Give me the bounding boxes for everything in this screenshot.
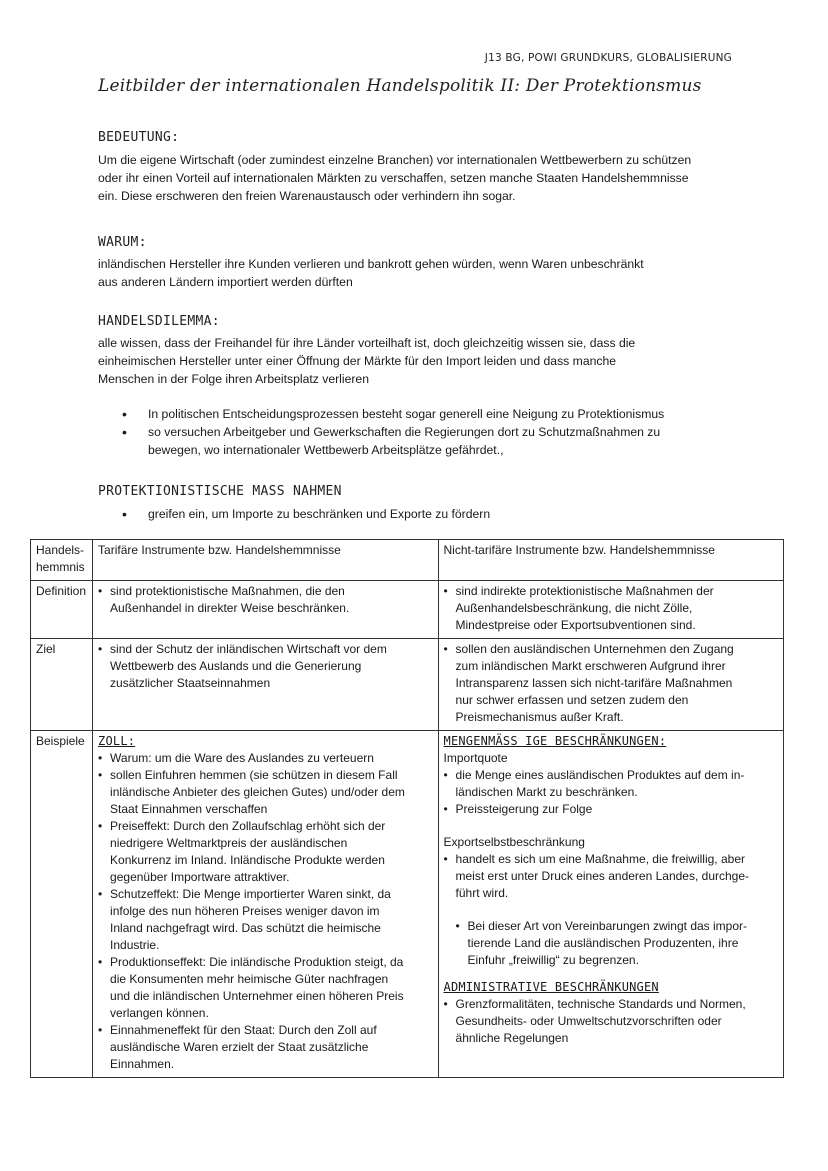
text-line: oder ihr einen Vorteil auf internationalen Märkten zu verschaffen, setzen manche Staaten Handelshemmnisse — [98, 171, 689, 185]
text-line: und die inländischen Unternehmer einen höheren Preis — [110, 989, 404, 1003]
text-line: • Einnahmeneffekt für den Staat: Durch den Zoll auf — [110, 1023, 377, 1037]
importquote-list — [444, 767, 778, 818]
text-line: inländischen Hersteller ihre Kunden verlieren und bankrott gehen würden, wenn Waren unbeschränkt — [98, 257, 644, 271]
header-text: hemmnis — [36, 560, 85, 574]
text-line: • Preiseffekt: Durch den Zollaufschlag erhöht sich der — [110, 819, 386, 833]
cell-beispiele-tarif — [93, 731, 438, 1078]
text-line: gegenüber Importware attraktiver. — [110, 870, 290, 884]
heading-protektionistische-massnahmen: PROTEKTIONISTISCHE MASS NAHMEN — [98, 484, 342, 499]
course-label: J13 BG, POWI GRUNDKURS, GLOBALISIERUNG — [484, 52, 732, 64]
heading-bedeutung: BEDEUTUNG: — [98, 130, 180, 145]
list-item — [98, 750, 432, 767]
dilemma-bullet-list — [120, 405, 740, 459]
list-item — [120, 423, 740, 459]
table-row-definition — [31, 581, 784, 639]
text-line: • sind protektionistische Maßnahmen, die den — [110, 584, 345, 598]
paragraph-warum — [98, 255, 738, 291]
list-item — [444, 641, 778, 726]
text-line: • sind der Schutz der inländischen Wirtschaft vor dem — [110, 642, 387, 656]
mengenmaessige-beschraenkungen-heading: MENGENMÄSS IGE BESCHRÄNKUNGEN: — [443, 734, 667, 748]
text-line: meist erst unter Druck eines anderen Landes, durchge- — [455, 869, 750, 883]
table-row-ziel — [31, 639, 784, 731]
text-line: aus anderen Ländern importiert werden dürften — [98, 275, 353, 289]
cell-beispiele-nontarif — [438, 731, 783, 1078]
export-list — [444, 851, 778, 902]
row-label: Beispiele — [31, 731, 93, 1078]
text-line: führt wird. — [455, 886, 509, 900]
row-label: Definition — [31, 581, 93, 639]
page-title: Leitbilder der internationalen Handelspolitik II: Der Protektionsmus — [98, 76, 702, 96]
export-nested-list — [444, 918, 778, 969]
cell-definition-nontarif — [438, 581, 783, 639]
text-line: Konkurrenz im Inland. Inländische Produkte werden — [110, 853, 385, 867]
text-line: • sollen den ausländischen Unternehmen den Zugang — [455, 642, 734, 656]
text-line: Außenhandel in direkter Weise beschränken. — [110, 601, 350, 615]
text-line: ländischen Markt zu beschränken. — [455, 785, 638, 799]
text-line: Mindestpreise oder Exportsubventionen sind. — [455, 618, 696, 632]
list-item — [444, 996, 778, 1047]
administrative-beschraenkungen-heading: ADMINISTRATIVE BESCHRÄNKUNGEN — [443, 980, 659, 994]
table-header-row — [31, 540, 784, 581]
massnahmen-bullet-list — [120, 505, 740, 523]
text-line: Einfuhr „freiwillig“ zu begrenzen. — [467, 953, 639, 967]
text-line: ähnliche Regelungen — [455, 1031, 569, 1045]
text-line: • die Menge eines ausländischen Produktes auf dem in- — [455, 768, 745, 782]
text-line: • In politischen Entscheidungsprozessen besteht sogar generell eine Neigung zu Protektionismus — [148, 407, 665, 421]
text-line: • handelt es sich um eine Maßnahme, die freiwillig, aber — [455, 852, 745, 866]
cell-ziel-tarif — [93, 639, 438, 731]
handelshemmnis-table — [30, 539, 784, 1078]
text-line: die Konsumenten mehr heimische Güter nachfragen — [110, 972, 389, 986]
text-line: • Schutzeffekt: Die Menge importierter Waren sinkt, da — [110, 887, 391, 901]
text-line: • Preissteigerung zur Folge — [455, 802, 593, 816]
text-line: ein. Diese erschweren den freien Warenaustausch oder verhindern ihn sogar. — [98, 189, 516, 203]
text-line: Menschen in der Folge ihren Arbeitsplatz verlieren — [98, 372, 369, 386]
text-line: • so versuchen Arbeitgeber und Gewerkschaften die Regierungen dort zu Schutzmaßnahmen zu — [148, 425, 661, 439]
header-cell-nicht-tarifaer: Nicht-tarifäre Instrumente bzw. Handelshemmnisse — [438, 540, 783, 581]
admin-list — [444, 996, 778, 1047]
list-item — [98, 954, 432, 1022]
list-item — [98, 1022, 432, 1073]
list-item — [444, 767, 778, 801]
row-label: Ziel — [31, 639, 93, 731]
list-item — [98, 583, 432, 617]
table-row-beispiele — [31, 731, 784, 1078]
text-line: Wettbewerb des Auslands und die Generierung — [110, 659, 362, 673]
text-line: Um die eigene Wirtschaft (oder zumindest einzelne Branchen) vor internationalen Wettbewerbern zu schützen — [98, 153, 692, 167]
text-line: zusätzlicher Staatseinnahmen — [110, 676, 271, 690]
text-line: • Grenzformalitäten, technische Standards und Normen, — [455, 997, 746, 1011]
list-item — [120, 405, 740, 423]
text-line: Gesundheits- oder Umweltschutzvorschriften oder — [455, 1014, 722, 1028]
header-cell-handelshemmnis — [31, 540, 93, 581]
text-line: inländische Anbieter des gleichen Gutes) und/oder dem — [110, 785, 405, 799]
text-line: Staat Einnahmen verschaffen — [110, 802, 268, 816]
heading-handelsdilemma: HANDELSDILEMMA: — [98, 314, 220, 329]
importquote-label: Importquote — [443, 751, 508, 765]
text-line: verlangen können. — [110, 1006, 209, 1020]
text-line: infolge des nun höheren Preises weniger davon im — [110, 904, 380, 918]
text-line: Einnahmen. — [110, 1057, 175, 1071]
cell-definition-tarif — [93, 581, 438, 639]
list-item — [98, 767, 432, 818]
text-line: einheimischen Hersteller unter einer Öffnung der Märkte für den Import leiden und dass manche — [98, 354, 617, 368]
text-line: zum inländischen Markt erschweren Aufgrund ihrer — [455, 659, 726, 673]
zoll-list — [98, 750, 432, 1073]
text-line: niedrigere Weltmarktpreis der ausländischen — [110, 836, 348, 850]
list-item — [98, 886, 432, 954]
text-line: Außenhandelsbeschränkung, die nicht Zölle, — [455, 601, 693, 615]
list-item — [444, 851, 778, 902]
paragraph-handelsdilemma — [98, 334, 738, 388]
text-line: tierende Land die ausländischen Produzenten, ihre — [467, 936, 739, 950]
zoll-heading: ZOLL: — [98, 734, 136, 748]
text-line: • Produktionseffekt: Die inländische Produktion steigt, da — [110, 955, 404, 969]
text-line: alle wissen, dass der Freihandel für ihre Länder vorteilhaft ist, doch gleichzeitig wissen sie, dass die — [98, 336, 636, 350]
text-line: • Bei dieser Art von Vereinbarungen zwingt das impor- — [467, 919, 748, 933]
list-item — [444, 801, 778, 818]
text-line: ausländische Waren erzielt der Staat zusätzliche — [110, 1040, 369, 1054]
text-line: Preismechanismus außer Kraft. — [455, 710, 624, 724]
text-line: Industrie. — [110, 938, 160, 952]
text-line: Inland nachgefragt wird. Das schützt die heimische — [110, 921, 381, 935]
list-item — [98, 641, 432, 692]
paragraph-bedeutung — [98, 151, 738, 205]
list-item — [98, 818, 432, 886]
text-line: • sind indirekte protektionistische Maßnahmen der — [455, 584, 714, 598]
text-line: Intransparenz lassen sich nicht-tarifäre Maßnahmen — [455, 676, 733, 690]
header-text: Handels- — [36, 543, 85, 557]
heading-warum: WARUM: — [98, 235, 147, 250]
list-item — [120, 505, 740, 523]
list-item — [456, 918, 778, 969]
text-line: • Warum: um die Ware des Auslandes zu verteuern — [110, 751, 374, 765]
cell-ziel-nontarif — [438, 639, 783, 731]
text-line: bewegen, wo internationaler Wettbewerb Arbeitsplätze gefährdet., — [148, 443, 504, 457]
text-line: • sollen Einfuhren hemmen (sie schützen in diesem Fall — [110, 768, 398, 782]
text-line: nur schwer erfassen und setzen zudem den — [455, 693, 689, 707]
header-cell-tarifaer: Tarifäre Instrumente bzw. Handelshemmnisse — [93, 540, 438, 581]
exportselbstbeschraenkung-label: Exportselbstbeschränkung — [443, 835, 585, 849]
list-item — [444, 583, 778, 634]
text-line: • greifen ein, um Importe zu beschränken und Exporte zu fördern — [148, 507, 491, 521]
